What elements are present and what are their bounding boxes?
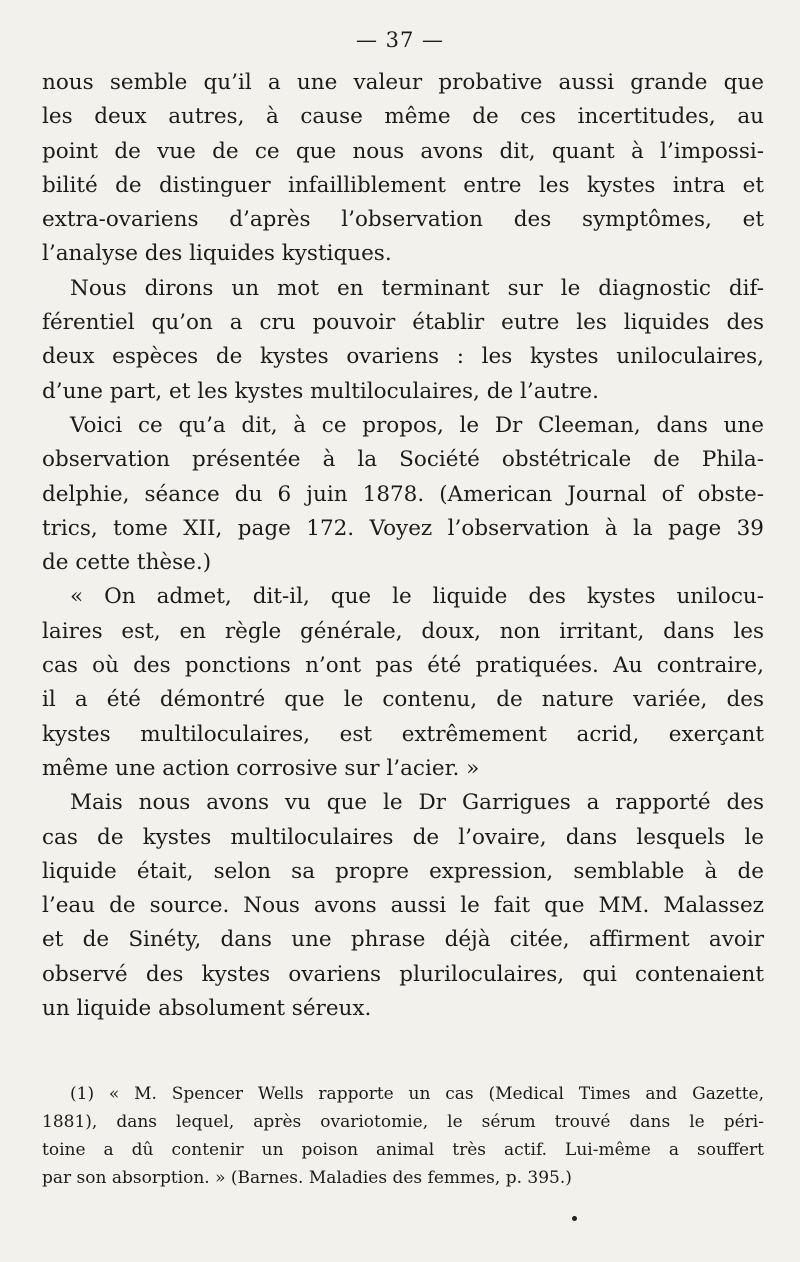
text-line: nous semble qu’il a une valeur probative aussi grande que xyxy=(42,70,764,95)
text-line: l’eau de source. Nous avons aussi le fait que MM. Malassez xyxy=(42,893,764,919)
text-line: même une action corrosive sur l’acier. » xyxy=(42,755,480,781)
text-line: point de vue de ce que nous avons dit, quant à l’impossi- xyxy=(42,138,764,164)
text-line: delphie, séance du 6 juin 1878. (American Journal of obste- xyxy=(42,481,764,507)
body-text xyxy=(42,66,764,1026)
text-line: il a été démontré que le contenu, de nature variée, des xyxy=(42,687,764,713)
text-line: extra-ovariens d’après l’observation des symptômes, et xyxy=(42,207,764,233)
text-line: Nous dirons un mot en terminant sur le diagnostic dif- xyxy=(70,275,764,301)
text-line: les deux autres, à cause même de ces incertitudes, au xyxy=(42,104,764,130)
text-line: « On admet, dit-il, que le liquide des kystes unilocu- xyxy=(70,584,764,610)
text-line: un liquide absolument séreux. xyxy=(42,996,372,1022)
footnote-line: par son absorption. » (Barnes. Maladies des femmes, p. 395.) xyxy=(42,1168,572,1188)
text-line: de cette thèse.) xyxy=(42,550,212,576)
text-line: liquide était, selon sa propre expression, semblable à de xyxy=(42,858,764,884)
text-line: kystes multiloculaires, est extrêmement acrid, exerçant xyxy=(42,721,764,747)
text-line: cas de kystes multiloculaires de l’ovaire, dans lesquels le xyxy=(42,824,764,850)
page-number: — 37 — xyxy=(355,28,445,52)
footnote xyxy=(42,1080,764,1192)
text-line: et de Sinéty, dans une phrase déjà citée, affirment avoir xyxy=(42,927,764,953)
text-line: bilité de distinguer infailliblement entre les kystes intra et xyxy=(42,172,764,198)
text-line: observation présentée à la Société obstétricale de Phila- xyxy=(42,447,764,473)
paragraph xyxy=(42,580,764,786)
text-line: observé des kystes ovariens pluriloculaires, qui contenaient xyxy=(42,961,764,987)
footnote-line: (1) « M. Spencer Wells rapporte un cas (Medical Times and Gazette, xyxy=(70,1084,764,1104)
text-line: Voici ce qu’a dit, à ce propos, le Dr Cleeman, dans une xyxy=(70,412,764,438)
text-line: laires est, en règle générale, doux, non irritant, dans les xyxy=(42,618,764,644)
text-line: trics, tome XII, page 172. Voyez l’observation à la page 39 xyxy=(42,515,764,541)
footnote-line: toine a dû contenir un poison animal très actif. Lui-même a souffert xyxy=(42,1140,764,1160)
paragraph xyxy=(42,786,764,1026)
ink-speck xyxy=(572,1216,577,1221)
text-line: l’analyse des liquides kystiques. xyxy=(42,241,392,267)
text-line: férentiel qu’on a cru pouvoir établir eutre les liquides des xyxy=(42,310,764,336)
paragraph xyxy=(42,66,764,272)
text-line: deux espèces de kystes ovariens : les kystes uniloculaires, xyxy=(42,344,764,370)
text-line: cas où des ponctions n’ont pas été pratiquées. Au contraire, xyxy=(42,653,764,679)
text-line: d’une part, et les kystes multiloculaires, de l’autre. xyxy=(42,378,599,404)
footnote-line: 1881), dans lequel, après ovariotomie, le sérum trouvé dans le péri- xyxy=(42,1112,764,1132)
paragraph xyxy=(42,272,764,409)
text-line: Mais nous avons vu que le Dr Garrigues a rapporté des xyxy=(70,790,764,816)
paragraph xyxy=(42,409,764,580)
